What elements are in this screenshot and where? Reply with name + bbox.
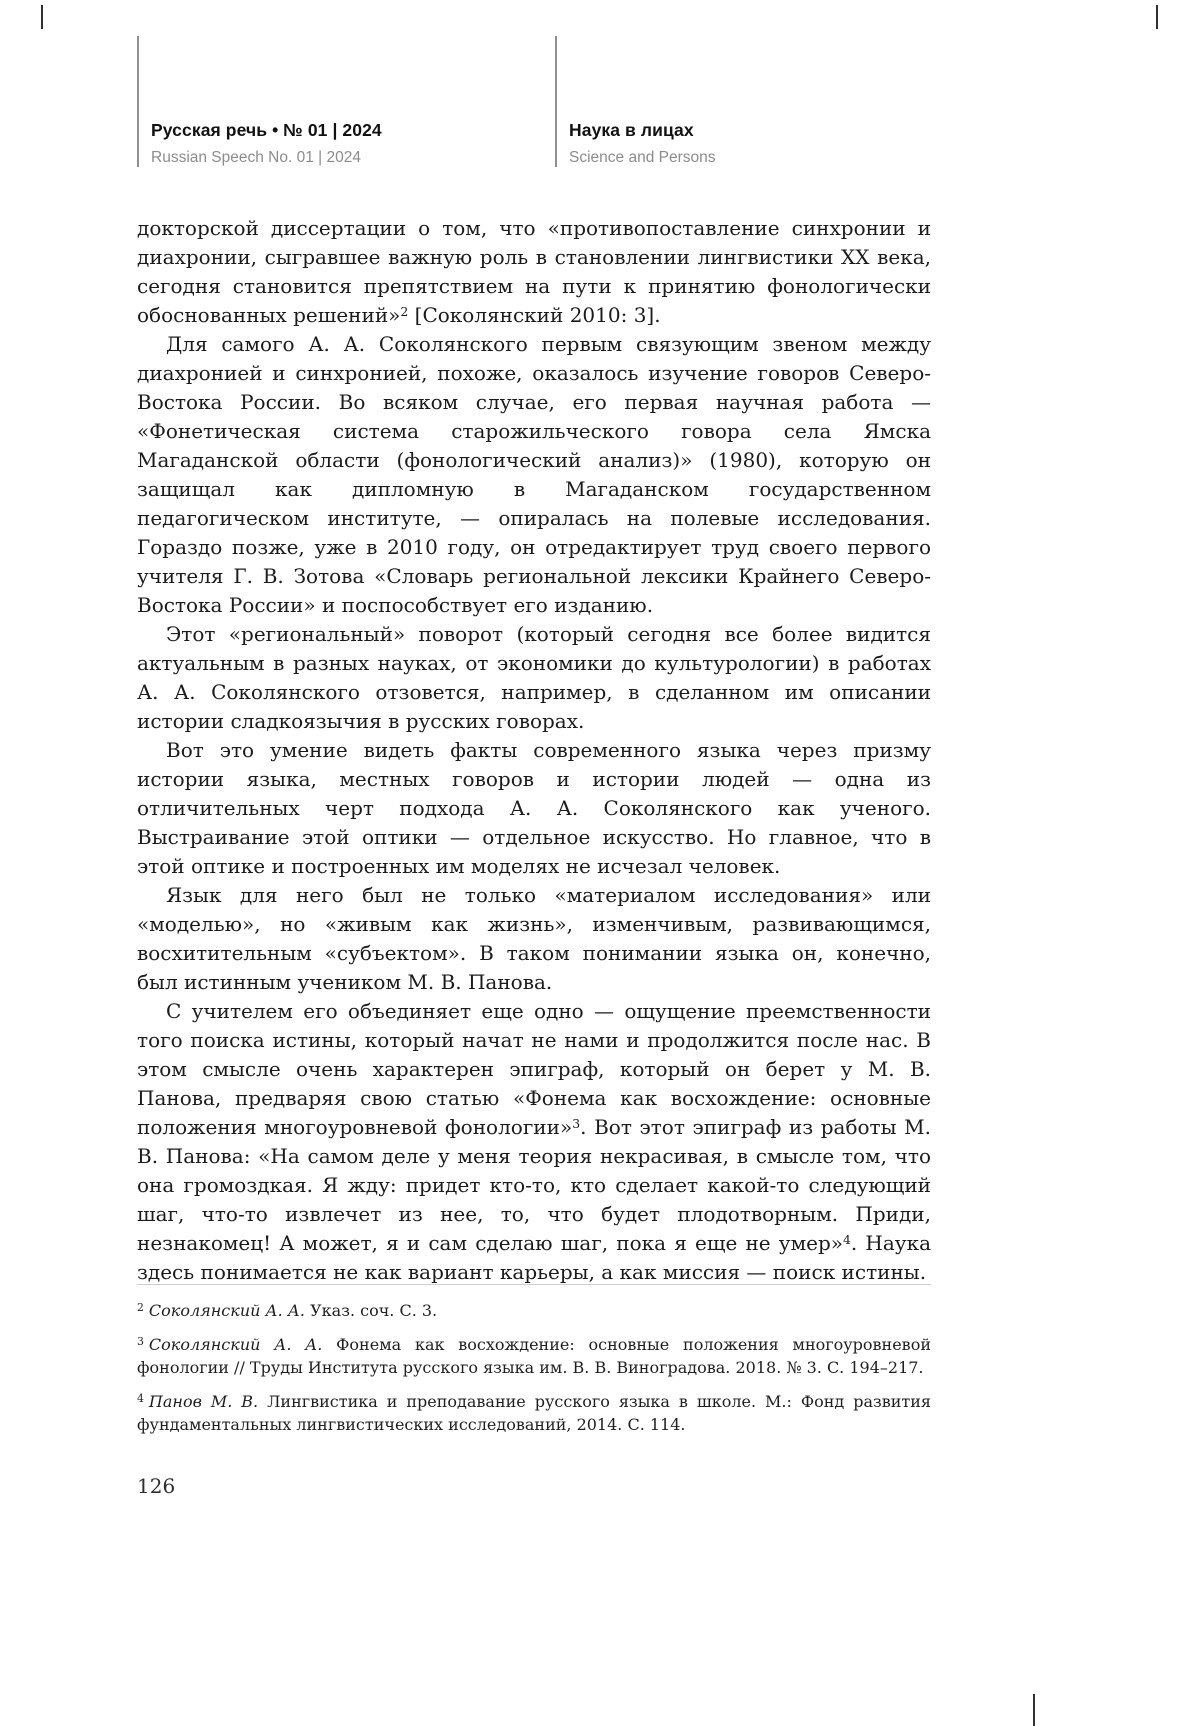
section-header-block bbox=[555, 36, 715, 167]
footnote-marker: 3 bbox=[137, 1334, 144, 1348]
paragraph-text: [Соколянский 2010: 3]. bbox=[408, 303, 661, 327]
paragraph-1 bbox=[137, 214, 931, 330]
footnote-marker: 4 bbox=[137, 1391, 144, 1405]
footnote-reference-2: 2 bbox=[400, 304, 409, 320]
crop-mark-top-right bbox=[1156, 5, 1158, 29]
journal-header-block bbox=[137, 36, 382, 167]
section-title-en: Science and Persons bbox=[569, 149, 716, 166]
paragraph-5 bbox=[137, 881, 931, 997]
crop-mark-bottom bbox=[1033, 1694, 1035, 1726]
footnote-3 bbox=[137, 1333, 931, 1380]
footnote-marker: 2 bbox=[137, 1301, 144, 1315]
paragraph-text: . Наука здесь понимается не как вариант карьеры, а как миссия — поиск истины. bbox=[137, 1231, 931, 1284]
footnote-4 bbox=[137, 1390, 931, 1437]
footnotes bbox=[137, 1299, 931, 1447]
paragraph-text: Вот это умение видеть факты современного языка через призму истории языка, местных говоров и истории людей — одна из отличительных черт подхода А. А. Соколянского как ученого. Выстраивание этой оптики — отдельное искусство. Но главное, что в этой оптике и построенных им моделях не исчезал человек. bbox=[137, 738, 931, 878]
footnote-separator bbox=[137, 1284, 931, 1285]
footnote-text: Указ. соч. С. 3. bbox=[310, 1301, 438, 1320]
section-title: Наука в лицах bbox=[569, 120, 694, 140]
paragraph-2 bbox=[137, 330, 931, 620]
paragraph-text: С учителем его объединяет еще одно — ощущение преемственности того поиска истины, который начат не нами и продолжится после нас. В этом смысле очень характерен эпиграф, который он берет у М. В. Панова, предваряя свою статью «Фонема как восхождение: основные положения многоуровневой фонологии» bbox=[137, 999, 931, 1139]
journal-title-en: Russian Speech No. 01 | 2024 bbox=[151, 149, 361, 166]
paragraph-text: Этот «региональный» поворот (который сегодня все более видится актуальным в разных науках, от экономики до культурологии) в работах А. А. Соколянского отзовется, например, в сделанном им описании истории сладкоязычия в русских говорах. bbox=[137, 622, 931, 733]
footnote-author: Соколянский А. А. bbox=[148, 1301, 306, 1320]
paragraph-4 bbox=[137, 736, 931, 881]
page-number: 126 bbox=[137, 1474, 176, 1498]
paragraph-6 bbox=[137, 997, 931, 1287]
crop-mark-top-left bbox=[41, 5, 43, 29]
footnote-text: Фонема как восхождение: основные положения многоуровневой фонологии // Труды Института русского языка им. В. В. Виноградова. 2018. № 3. С. 194–217. bbox=[137, 1334, 931, 1377]
journal-title: Русская речь • № 01 | 2024 bbox=[151, 120, 382, 140]
paragraph-3 bbox=[137, 620, 931, 736]
footnote-2 bbox=[137, 1299, 931, 1323]
footnote-author: Соколянский А. А. bbox=[148, 1334, 323, 1354]
article-body bbox=[137, 214, 931, 1287]
footnote-text: Лингвистика и преподавание русского языка в школе. М.: Фонд развития фундаментальных лингвистических исследований, 2014. С. 114. bbox=[137, 1391, 931, 1434]
footnote-reference-3: 3 bbox=[572, 1116, 581, 1132]
footnote-reference-4: 4 bbox=[843, 1232, 851, 1248]
paragraph-text: . Вот этот эпиграф из работы М. В. Панова: «На самом деле у меня теория некрасивая, в смысле том, что она громоздкая. Я жду: придет кто-то, кто сделает какой-то следующий шаг, что-то извлечет из нее, то, что будет плодотворным. Приди, незнакомец! А может, я и сам сделаю шаг, пока я еще не умер» bbox=[137, 1115, 931, 1255]
paragraph-text: докторской диссертации о том, что «противопоставление синхронии и диахронии, сыгравшее важную роль в становлении лингвистики XX века, сегодня становится препятствием на пути к принятию фонологически обоснованных решений» bbox=[137, 216, 931, 327]
paragraph-text: Язык для него был не только «материалом исследования» или «моделью», но «живым как жизнь», изменчивым, развивающимся, восхитительным «субъектом». В таком понимании языка он, конечно, был истинным учеником М. В. Панова. bbox=[137, 883, 931, 994]
footnote-author: Панов М. В. bbox=[148, 1391, 259, 1411]
paragraph-text: Для самого А. А. Соколянского первым связующим звеном между диахронией и синхронией, похоже, оказалось изучение говоров Северо-Востока России. Во всяком случае, его первая научная работа — «Фонетическая система старожильческого говора села Ямска Магаданской области (фонологический анализ)» (1980), которую он защищал как дипломную в Магаданском государственном педагогическом институте, — опиралась на полевые исследования. Гораздо позже, уже в 2010 году, он отредактирует труд своего первого учителя Г. В. Зотова «Словарь региональной лексики Крайнего Северо-Востока России» и поспособствует его изданию. bbox=[137, 332, 931, 617]
